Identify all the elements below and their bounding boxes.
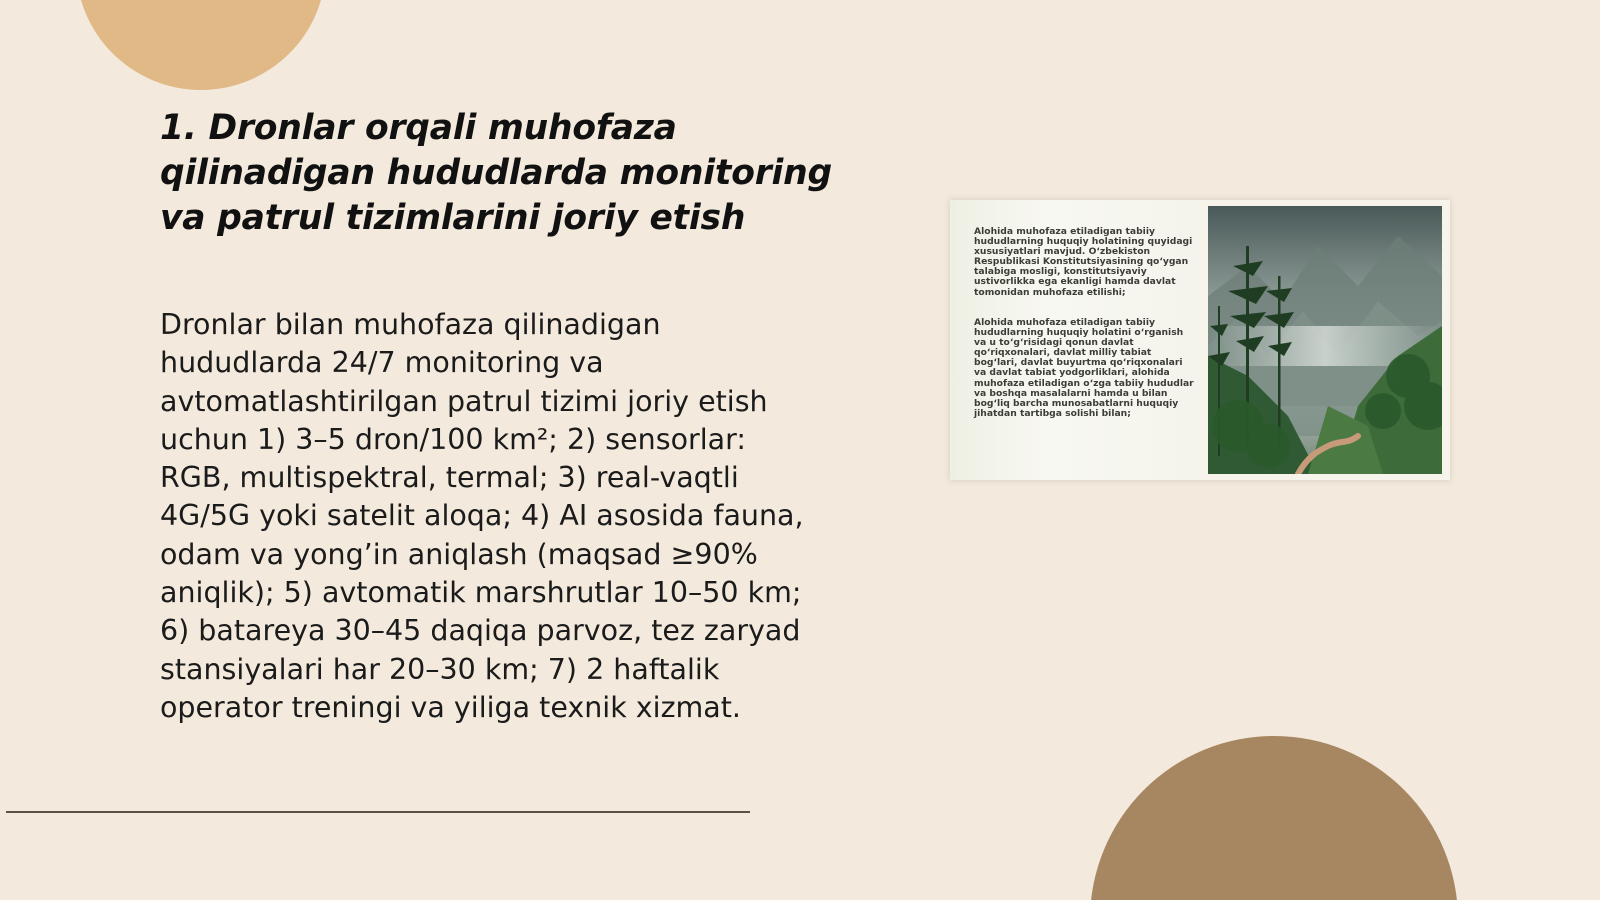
illustration-paragraph-2: Alohida muhofaza etiladigan tabiiy hududlarning huquqiy holatini o‘rganish va u to‘g‘risidagi qonun davlat qo‘riqxonalari, davlat milliy tabiat bog‘lari, davlat buyurtma qo‘riqxonalari va davlat tabiat yodgorliklari, alohida muhofaza etiladigan o‘zga tabiiy hududlar va boshqa masalalarni hamda u bilan bog‘liq barcha munosabatlarni huquqiy jihatdan tartibga solishi bilan; xyxy=(974,317,1194,419)
forest-mountain-photo xyxy=(1208,206,1442,474)
slide-body-text: Dronlar bilan muhofaza qilinadigan hududlarda 24/7 monitoring va avtomatlashtirilgan patrul tizimi joriy etish uchun 1) 3–5 dron/100 km²; 2) sensorlar: RGB, multispektral, termal; 3) real-vaqtli 4G/5G yoki satelit aloqa; 4) AI asosida fauna, odam va yong’in aniqlash (maqsad ≥90% aniqlik); 5) avtomatik marshrutlar 10–50 km; 6) batareya 30–45 daqiqa parvoz, tez zaryad stansiyalari har 20–30 km; 7) 2 haftalik operator treningi va yiliga texnik xizmat. xyxy=(160,308,804,724)
illustration-paragraph-1: Alohida muhofaza etiladigan tabiiy hududlarning huquqiy holatining quyidagi xususiyatlari mavjud. O‘zbekiston Respublikasi Konstitutsiyasining qo‘ygan talabiga mosligi, konstitutsiyaviy ustivorlikka ega ekanligi hamda davlat tomonidan muhofaza etilishi; xyxy=(974,226,1193,298)
decorative-circle-top xyxy=(76,0,326,90)
illustration-image xyxy=(950,200,1450,480)
illustration-text-panel xyxy=(950,200,1200,480)
divider-line xyxy=(6,811,750,813)
slide-title: 1. Dronlar orqali muhofaza qilinadigan hududlarda monitoring va patrul tizimlarini joriy etish xyxy=(160,108,832,238)
decorative-circle-bottom xyxy=(1090,736,1458,900)
